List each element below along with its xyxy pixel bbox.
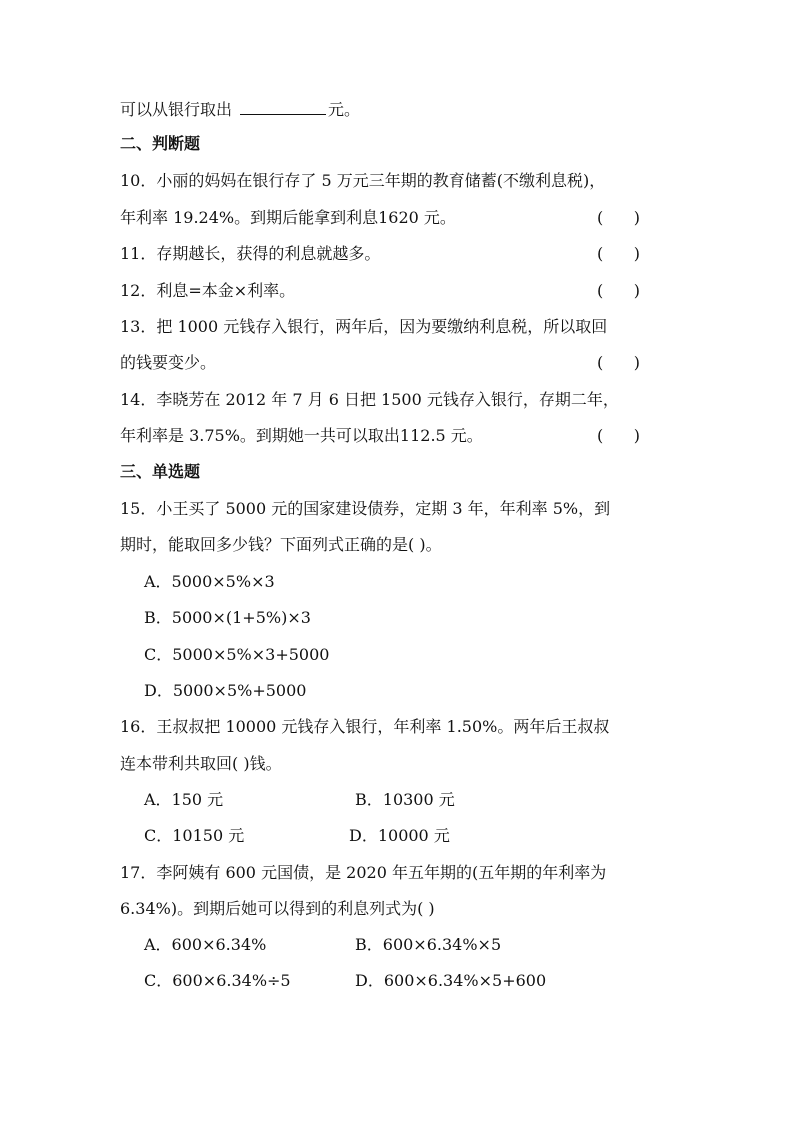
q13-answer-paren[interactable]: ( )	[597, 353, 640, 372]
q13-line2: 的钱要变少。	[120, 353, 217, 372]
q16-option-a[interactable]: A．150 元	[144, 790, 224, 809]
q16-option-d[interactable]: D．10000 元	[349, 826, 450, 845]
q14-line2: 年利率是 3.75%。到期她一共可以取出112.5 元。	[120, 426, 483, 445]
section-title-single-choice: 三、单选题	[120, 462, 201, 481]
q17-option-b[interactable]: B．600×6.34%×5	[355, 935, 502, 954]
q15-line2: 期时，能取回多少钱？下面列式正确的是( )。	[120, 535, 442, 554]
q15-option-d[interactable]: D．5000×5%+5000	[144, 681, 307, 700]
q9-text-after: 元。	[328, 100, 361, 119]
q14-answer-paren[interactable]: ( )	[597, 426, 640, 445]
q16-option-c[interactable]: C．10150 元	[144, 826, 245, 845]
q15-option-b[interactable]: B．5000×(1+5%)×3	[144, 608, 311, 627]
q15-line1: 15．小王买了 5000 元的国家建设债券，定期 3 年，年利率 5%，到	[120, 499, 611, 518]
q17-line2: 6.34%)。到期后她可以得到的利息列式为( )	[120, 899, 435, 918]
q11-answer-paren[interactable]: ( )	[597, 244, 640, 263]
section-title-judgement: 二、判断题	[120, 134, 201, 153]
q12-line1: 12．利息=本金×利率。	[120, 281, 296, 300]
q16-line1: 16．王叔叔把 10000 元钱存入银行，年利率 1.50%。两年后王叔叔	[120, 717, 610, 736]
q15-option-c[interactable]: C．5000×5%×3+5000	[144, 645, 330, 664]
q17-line1: 17．李阿姨有 600 元国债，是 2020 年五年期的(五年期的年利率为	[120, 863, 607, 882]
q17-option-d[interactable]: D．600×6.34%×5+600	[355, 971, 547, 990]
q17-option-c[interactable]: C．600×6.34%÷5	[144, 971, 291, 990]
q10-line1: 10．小丽的妈妈在银行存了 5 万元三年期的教育储蓄(不缴利息税)，	[120, 171, 606, 190]
answer-blank[interactable]	[240, 96, 326, 115]
q12-answer-paren[interactable]: ( )	[597, 281, 640, 300]
q9-text-before: 可以从银行取出	[120, 100, 233, 119]
q16-line2: 连本带利共取回( )钱。	[120, 754, 282, 773]
q16-option-b[interactable]: B．10300 元	[355, 790, 455, 809]
q9-continuation	[120, 96, 360, 122]
q11-line1: 11．存期越长，获得的利息就越多。	[120, 244, 381, 263]
q15-option-a[interactable]: A．5000×5%×3	[144, 572, 275, 591]
q10-answer-paren[interactable]: ( )	[597, 208, 640, 227]
q13-line1: 13．把 1000 元钱存入银行，两年后，因为要缴纳利息税，所以取回	[120, 317, 608, 336]
q14-line1: 14．李晓芳在 2012 年 7 月 6 日把 1500 元钱存入银行，存期二年，	[120, 390, 619, 409]
q10-line2: 年利率 19.24%。到期后能拿到利息1620 元。	[120, 208, 456, 227]
q17-option-a[interactable]: A．600×6.34%	[144, 935, 267, 954]
